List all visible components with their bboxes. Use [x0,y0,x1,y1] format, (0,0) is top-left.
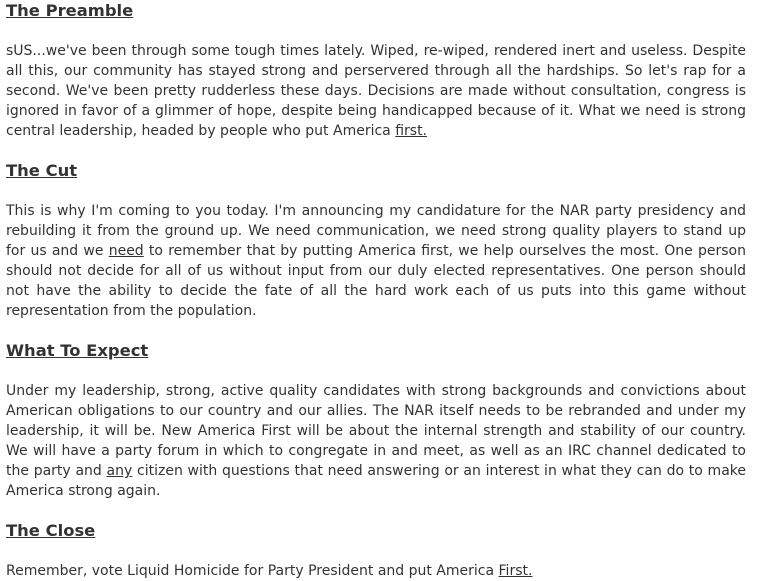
section-paragraph-close [6,561,746,581]
spacer [6,501,746,521]
spacer [6,321,746,341]
paragraph-text: Remember, vote Liquid Homicide for Party President and put America [6,563,499,579]
emphasis-any: any [106,463,133,479]
spacer [6,21,746,41]
emphasis-need: need [108,243,144,259]
section-heading-what-to-expect: What To Expect [6,341,149,360]
spacer [6,541,746,561]
section-heading-preamble: The Preamble [6,1,134,20]
section-paragraph-preamble [6,41,746,141]
paragraph-text: Under my leadership, strong, active quality candidates with strong backgrounds and convictions about American obligations to our country and our allies. The NAR itself needs to be rebranded and under my leadership, it will be. New America First will be about the internal strength and stability of our country. We will have a party forum in which to congregate in and meet, as well as an IRC channel dedicated to the party and [6,383,746,479]
spacer [6,181,746,201]
section-paragraph-cut [6,201,746,321]
section-heading-cut: The Cut [6,161,78,180]
emphasis-first-closing: First. [498,563,533,579]
section-paragraph-what-to-expect [6,381,746,501]
emphasis-first: first. [395,123,428,139]
article-body [6,1,746,581]
paragraph-text: This is why I'm coming to you today. I'm announcing my candidature for the NAR party presidency and rebuilding it from the ground up. We need communication, we need strong quality players to stand up for us and we [6,203,746,259]
spacer [6,361,746,381]
paragraph-text: sUS...we've been through some tough times lately. Wiped, re-wiped, rendered inert and useless. Despite all this, our community has stayed strong and perservered through all the hardships. So let's rap for a second. We've been pretty rudderless these days. Decisions are made without consultation, congress is ignored in favor of a glimmer of hope, despite being handicapped because of it. What we need is strong central leadership, headed by people who put America [6,43,746,139]
section-heading-close: The Close [6,521,96,540]
paragraph-text: citizen with questions that need answering or an interest in what they can do to make America strong again. [6,463,746,499]
paragraph-text: to remember that by putting America first, we help ourselves the most. One person should not decide for all of us without input from our duly elected representatives. One person should not have the ability to decide the fate of all the hard work each of us puts into this game without representation from the population. [6,243,746,319]
spacer [6,141,746,161]
